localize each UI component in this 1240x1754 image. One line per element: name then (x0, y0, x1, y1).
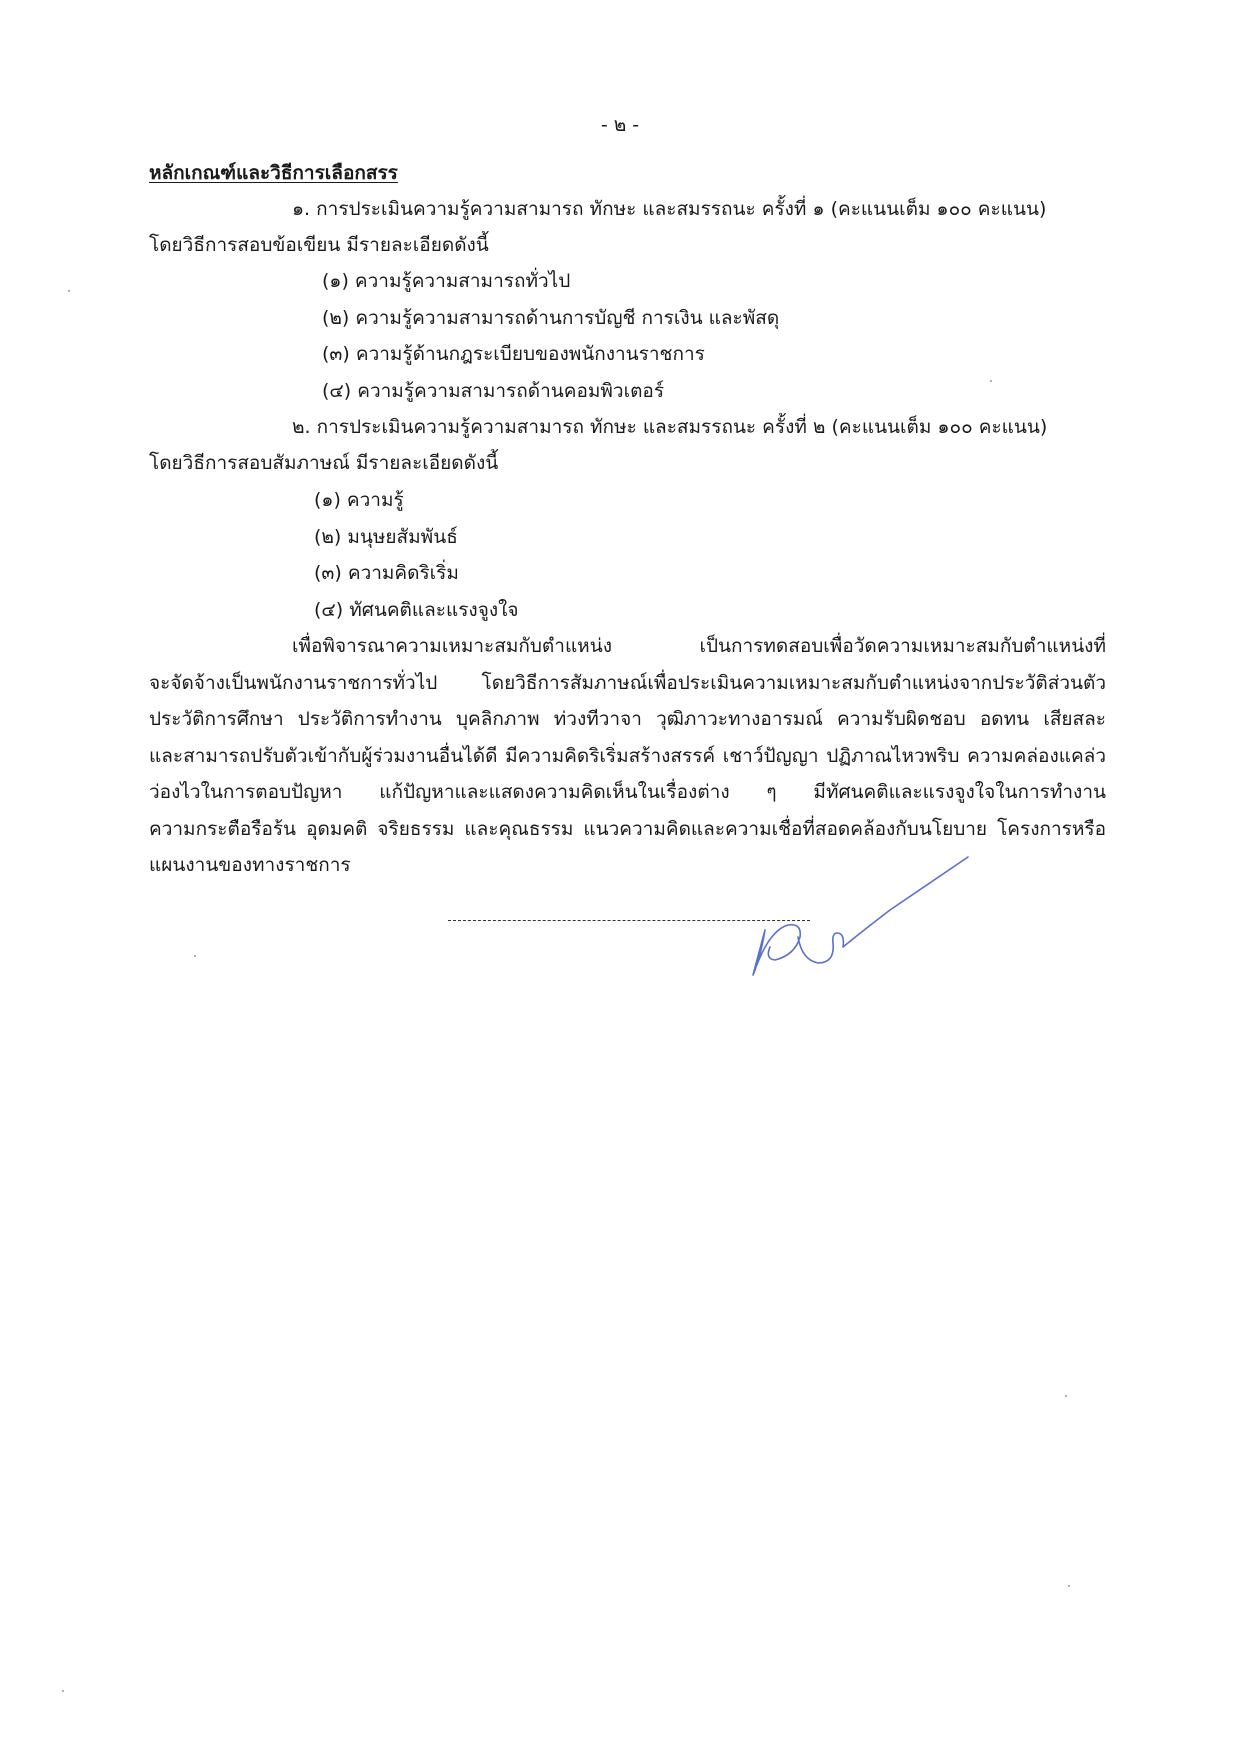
section2-title: ๒. การประเมินความรู้ความสามารถ ทักษะ และสมรรถนะ ครั้งที่ ๒ (คะแนนเต็ม ๑๐๐ คะแนน) (292, 416, 1048, 438)
scan-speck (68, 290, 70, 292)
paragraph-line: เพื่อพิจารณาความเหมาะสมกับตำแหน่ง เป็นการทดสอบเพื่อวัดความเหมาะสมกับตำแหน่งที่ (292, 635, 1106, 657)
section1-title: ๑. การประเมินความรู้ความสามารถ ทักษะ และสมรรถนะ ครั้งที่ ๑ (คะแนนเต็ม ๑๐๐ คะแนน) (292, 198, 1047, 220)
section1-item: (๒) ความรู้ความสามารถด้านการบัญชี การเงิน และพัสดุ (322, 307, 780, 329)
scan-speck (194, 955, 196, 957)
section1-item: (๑) ความรู้ความสามารถทั่วไป (322, 270, 571, 292)
scan-speck (1065, 1395, 1067, 1397)
paragraph-line: จะจัดจ้างเป็นพนักงานราชการทั่วไป โดยวิธีการสัมภาษณ์เพื่อประเมินความเหมาะสมกับตำแหน่งจากประวัติส่วนตัว (149, 672, 1106, 694)
paragraph-line: ว่องไวในการตอบปัญหา แก้ปัญหาและแสดงความคิดเห็นในเรื่องต่าง ๆ มีทัศนคติและแรงจูงใจในการทำงาน (149, 781, 1106, 803)
page-number: - ๒ - (600, 114, 640, 136)
scan-speck (1068, 1585, 1070, 1587)
section2-item: (๒) มนุษยสัมพันธ์ (314, 526, 458, 548)
paragraph-line: ความกระตือรือร้น อุดมคติ จริยธรรม และคุณธรรม แนวความคิดและความเชื่อที่สอดคล้องกับนโยบาย โครงการหรือ (149, 818, 1106, 840)
section2-item: (๔) ทัศนคติและแรงจูงใจ (314, 599, 519, 621)
section1-subtitle: โดยวิธีการสอบข้อเขียน มีรายละเอียดดังนี้ (149, 234, 489, 256)
section2-subtitle: โดยวิธีการสอบสัมภาษณ์ มีรายละเอียดดังนี้ (149, 452, 499, 474)
paragraph-line: ประวัติการศึกษา ประวัติการทำงาน บุคลิกภาพ ท่วงทีวาจา วุฒิภาวะทางอารมณ์ ความรับผิดชอบ อดทน เสียสละ (149, 708, 1106, 730)
scan-speck (62, 1690, 64, 1692)
section1-item: (๓) ความรู้ด้านกฎระเบียบของพนักงานราชการ (322, 343, 705, 365)
paragraph-line: และสามารถปรับตัวเข้ากับผู้ร่วมงานอื่นได้ดี มีความคิดริเริ่มสร้างสรรค์ เชาว์ปัญญา ปฏิภาณไหวพริบ ความคล่องแคล่ว (149, 745, 1106, 767)
section2-item: (๑) ความรู้ (314, 489, 404, 511)
section2-item: (๓) ความคิดริเริ่ม (314, 562, 459, 584)
section-heading: หลักเกณฑ์และวิธีการเลือกสรร (149, 162, 398, 184)
signature-mark (740, 855, 1000, 995)
paragraph-line: แผนงานของทางราชการ (149, 854, 351, 876)
scan-speck (990, 380, 992, 382)
section1-item: (๔) ความรู้ความสามารถด้านคอมพิวเตอร์ (322, 380, 665, 402)
